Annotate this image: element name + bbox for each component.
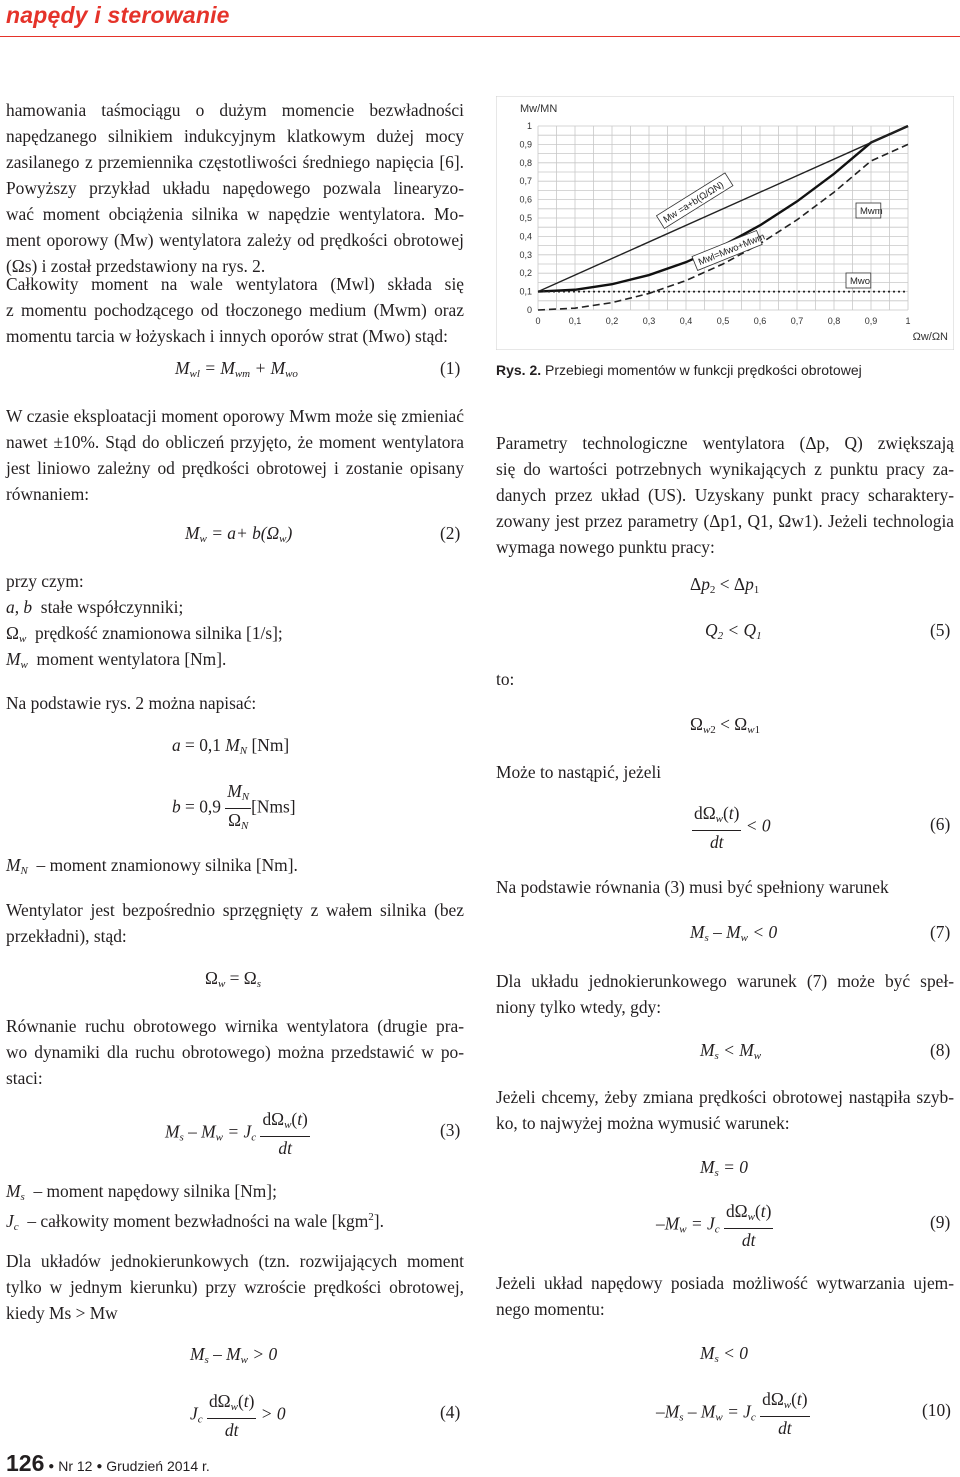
left-paragraph-3 xyxy=(6,403,464,507)
y-tick-label: 0,3 xyxy=(519,249,532,260)
y-tick-label: 0,1 xyxy=(519,286,532,297)
text-line: się do wartości potrzebnych wynikających z punktu pracy za- xyxy=(496,459,954,479)
text-line: jest liniowo zależny od prędkości obrotowej i zostanie opisany xyxy=(6,458,464,478)
equation-2: $M_w = a+ b(\Omega_w)$ xyxy=(185,523,293,545)
equation-ms-negative: $M_s < 0$ xyxy=(700,1343,748,1365)
equation-3: $M_s - M_w = J_c$ $\frac{d\Omega_w(t)}{dt}$ xyxy=(165,1109,308,1158)
equation-b: b = 0,9 $\frac{M_N}{\Omega_N}$ [Nms] xyxy=(172,781,296,832)
equation-10: $-M_s - M_w = J_c$ $\frac{d\Omega_w(t)}{dt}$ xyxy=(656,1389,808,1438)
text-line: Powyższy przykład układu napędowego pozwala linearyzo- xyxy=(6,178,464,198)
text-line: niony tylko wtedy, gdy: xyxy=(496,997,662,1017)
y-tick-label: 0,8 xyxy=(519,157,532,168)
x-tick-label: 0,7 xyxy=(790,316,804,326)
text-line: staci: xyxy=(6,1068,43,1088)
text-line: wymaga nowego punktu pracy: xyxy=(496,537,715,557)
left-paragraph-1 xyxy=(6,97,464,279)
text-line: nego momentu: xyxy=(496,1299,605,1319)
right-paragraph-2: Może to nastąpić, jeżeli xyxy=(496,762,662,782)
x-tick-label: 0,1 xyxy=(568,316,582,326)
bullet-icon: ● xyxy=(96,1461,103,1472)
text-line: równaniem: xyxy=(6,484,90,504)
annotation-mwo-text: Mwo xyxy=(850,276,871,287)
equation-7: $M_s - M_w < 0$ xyxy=(690,922,778,944)
x-tick-label: 0,4 xyxy=(679,316,693,326)
y-tick-label: 0,2 xyxy=(519,268,532,279)
y-tick-label: 0,6 xyxy=(519,194,532,205)
x-tick-label: 1 xyxy=(905,316,911,326)
text-line: momentu tarcia w łożyskach i innych oporów strat (Mwo) stąd: xyxy=(6,326,448,346)
annotation-mwl-text: Mwl=Mwo+Mwm xyxy=(696,231,767,269)
x-tick-label: 0,5 xyxy=(716,316,730,326)
text-line: W czasie eksploatacji moment oporowy Mwm może się zmieniać xyxy=(6,406,464,426)
equation-2-number: (2) xyxy=(440,523,461,543)
text-line: Dla układu jednokierunkowego warunek (7) może być speł- xyxy=(496,971,954,991)
equation-5-number: (5) xyxy=(930,620,951,640)
figure-2-caption xyxy=(496,362,862,378)
header-rule xyxy=(0,36,960,37)
equation-1-number: (1) xyxy=(440,358,461,378)
text-line: Dla układów jednokierunkowych (tzn. rozwijających moment xyxy=(6,1251,464,1271)
issue-number: Nr 12 xyxy=(58,1458,93,1474)
text-line: napędzanego silnikiem indukcyjnym klatkowym dużej mocy xyxy=(6,126,464,146)
equation-9-number: (9) xyxy=(930,1212,951,1232)
caption-label: Rys. 2. xyxy=(496,362,542,378)
text-line: wać moment obciążenia silnika w napędzie wentylatora. Mo- xyxy=(6,204,464,224)
equation-6-number: (6) xyxy=(930,814,951,834)
x-tick-label: 0,3 xyxy=(642,316,656,326)
left-paragraph-2 xyxy=(6,271,464,349)
right-paragraph-3: Na podstawie równania (3) musi być spełniony warunek xyxy=(496,877,889,897)
text-line: ment oporowy (Mw) wentylatora zależy od prędkości obrotowej xyxy=(6,230,464,250)
equation-10-number: (10) xyxy=(922,1400,951,1420)
y-tick-label: 0,4 xyxy=(519,231,532,242)
text-line: zasilanego z przemiennika częstotliwości średniego napięcia [6]. xyxy=(6,152,464,172)
text-line: Równanie ruchu obrotowego wirnika wentylatora (drugie pra- xyxy=(6,1016,464,1036)
text-line: nawet ±10%. Stąd do obliczeń przyjęto, że moment wentylatora xyxy=(6,432,464,452)
text-line: przekładni), stąd: xyxy=(6,926,127,946)
x-tick-label: 0 xyxy=(535,316,541,326)
equation-4: $J_c$ $\frac{d\Omega_w(t)}{dt}$ > 0 xyxy=(190,1391,286,1440)
left-paragraph-5 xyxy=(6,897,464,949)
page-footer xyxy=(6,1450,210,1477)
annotation-mwo xyxy=(846,273,871,288)
equation-7-number: (7) xyxy=(930,922,951,942)
y-axis-label: Mw/MN xyxy=(520,103,558,115)
equation-dp: $\Delta p_2 < \Delta p_1$ xyxy=(690,574,760,596)
equation-omega: $\Omega_w = \Omega_s$ xyxy=(205,968,261,990)
annotation-mwm xyxy=(856,203,883,218)
to-label: to: xyxy=(496,669,515,689)
annotation-mwm-text: Mwm xyxy=(860,206,883,217)
x-tick-label: 0,6 xyxy=(753,316,767,326)
text-line: hamowania taśmociągu o dużym momencie bezwładności xyxy=(6,100,464,120)
text-line: Wentylator jest bezpośrednio sprzęgnięty z wałem silnika (bez xyxy=(6,900,464,920)
definition-omega-w: $\Omega_w$ prędkość znamionowa silnika [1/s]; xyxy=(6,623,283,645)
figure-2-chart xyxy=(496,96,954,350)
equation-a: a = 0,1 $M_N$ [Nm] xyxy=(172,735,290,757)
chart-background xyxy=(496,96,954,350)
left-paragraph-7 xyxy=(6,1248,464,1326)
right-paragraph-6 xyxy=(496,1270,954,1322)
definition-m-n: $M_N$ – moment znamionowy silnika [Nm]. xyxy=(6,855,298,877)
right-paragraph-4 xyxy=(496,968,954,1020)
y-tick-label: 0,7 xyxy=(519,176,532,187)
text-line: wo dynamiki dla ruchu obrotowego) można przedstawić w po- xyxy=(6,1042,464,1062)
text-line: Parametry technologiczne wentylatora (Δp, Q) zwiększają xyxy=(496,433,954,453)
right-paragraph-1 xyxy=(496,430,954,560)
y-tick-label: 0 xyxy=(526,305,532,315)
caption-text: Przebiegi momentów w funkcji prędkości obrotowej xyxy=(541,362,862,378)
text-line: kiedy Ms > Mw xyxy=(6,1303,118,1323)
issue-date: Grudzień 2014 r. xyxy=(106,1458,210,1474)
chart-svg xyxy=(496,96,954,350)
text-line: Jeżeli układ napędowy posiada możliwość wytwarzania ujem- xyxy=(496,1273,954,1293)
text-line: (Ωs) i został przedstawiony na rys. 2. xyxy=(6,256,266,276)
equation-8-number: (8) xyxy=(930,1040,951,1060)
definition-m-w: $M_w$ moment wentylatora [Nm]. xyxy=(6,649,227,671)
equation-1: $M_{wl} = M_{wm} + M_{wo}$ xyxy=(175,358,298,380)
equation-ms-zero: $M_s = 0$ xyxy=(700,1157,748,1179)
left-paragraph-6 xyxy=(6,1013,464,1091)
equation-8: $M_s < M_w$ xyxy=(700,1040,762,1062)
equation-ms-mw-positive: $M_s - M_w > 0$ xyxy=(190,1344,278,1366)
definition-a-b: a, b stałe współczynniki; xyxy=(6,597,184,617)
text-line: ko, to najwyżej można wymusić warunek: xyxy=(496,1113,790,1133)
x-tick-label: 0,9 xyxy=(864,316,878,326)
page-number: 126 xyxy=(6,1450,45,1476)
section-header: napędy i sterowanie xyxy=(6,2,230,28)
bullet-icon: ● xyxy=(48,1461,55,1472)
annotation-mw-text: Mw =a+b(Ω/ΩN) xyxy=(661,179,726,226)
y-tick-label: 1 xyxy=(526,121,532,131)
text-line: Całkowity moment na wale wentylatora (Mwl) składa się xyxy=(6,274,464,294)
definition-m-s: $M_s$ – moment napędowy silnika [Nm]; xyxy=(6,1181,277,1203)
text-line: tylko w jednym kierunku) przy wzroście prędkości obrotowej, xyxy=(6,1277,464,1297)
equation-q: $Q_2 < Q_1$ xyxy=(705,620,762,642)
text-line: zowany jest przez parametry (Δp1, Q1, Ωw1). Jeżeli technologia xyxy=(496,511,954,531)
equation-9: $-M_w = J_c$ $\frac{d\Omega_w(t)}{dt}$ xyxy=(656,1201,772,1250)
text-line: danych przez układ (US). Uzyskany punkt pracy scharaktery- xyxy=(496,485,954,505)
right-paragraph-5 xyxy=(496,1084,954,1136)
equation-4-number: (4) xyxy=(440,1402,461,1422)
equation-omega-w: $\Omega_{w2} < \Omega_{w1}$ xyxy=(690,714,761,736)
equation-6: $\frac{d\Omega_w(t)}{dt}$ < 0 xyxy=(694,803,771,852)
x-axis-label: Ωw/ΩN xyxy=(912,331,948,343)
left-paragraph-4: Na podstawie rys. 2 można napisać: xyxy=(6,693,257,713)
y-tick-label: 0,5 xyxy=(519,213,532,223)
equation-3-number: (3) xyxy=(440,1120,461,1140)
y-tick-label: 0,9 xyxy=(519,139,532,150)
x-tick-label: 0,8 xyxy=(827,316,841,326)
x-tick-label: 0,2 xyxy=(605,316,619,326)
text-line: z momentu pochodzącego od tłoczonego medium (Mwm) oraz xyxy=(6,300,464,320)
definition-j-c: $J_c$ – całkowity moment bezwładności na wale [kgm$^2$]. xyxy=(6,1210,384,1233)
where-label: przy czym: xyxy=(6,571,84,591)
text-line: Jeżeli chcemy, żeby zmiana prędkości obrotowej nastąpiła szyb- xyxy=(496,1087,954,1107)
